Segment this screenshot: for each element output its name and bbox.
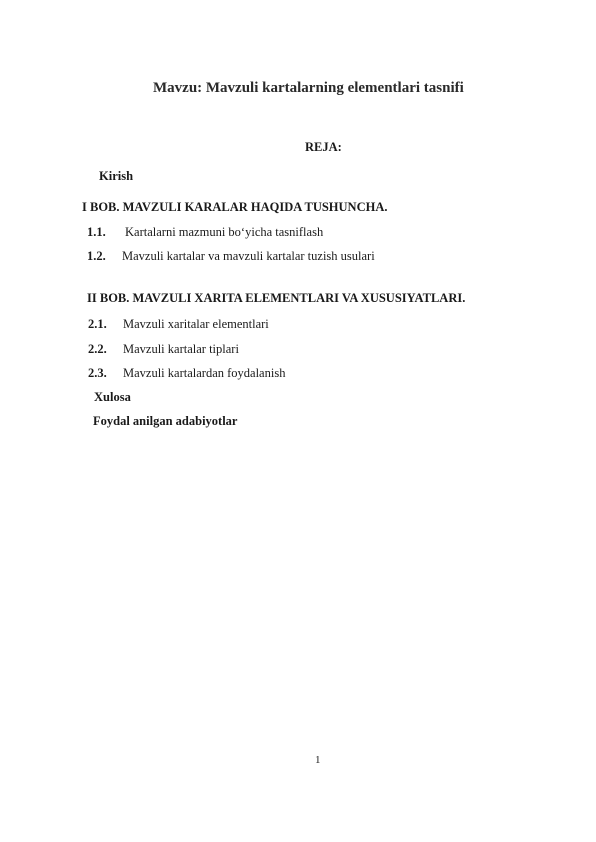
chapter2-heading: II BOB. MAVZULI XARITA ELEMENTLARI VA XUSUSIYATLARI. [87,291,466,305]
intro-entry: Kirish [99,169,134,183]
plan-heading: REJA: [305,140,342,154]
conclusion-entry: Xulosa [94,390,131,404]
chapter2-item-2-text: Mavzuli kartalar tiplari [123,342,239,356]
chapter1-item-2-text: Mavzuli kartalar va mavzuli kartalar tuzish usulari [122,249,375,263]
chapter2-item-2-number: 2.2. [88,342,107,356]
chapter2-item-1-text: Mavzuli xaritalar elementlari [123,317,269,331]
document-title: Mavzu: Mavzuli kartalarning elementlari tasnifi [153,80,464,96]
chapter2-item-1-number: 2.1. [88,317,107,331]
chapter1-item-2-number: 1.2. [87,249,106,263]
chapter1-item-1-text: Kartalarni mazmuni bo‘yicha tasniflash [125,225,324,239]
page-number: 1 [315,754,321,766]
chapter2-item-3-number: 2.3. [88,366,107,380]
chapter2-item-3-text: Mavzuli kartalardan foydalanish [123,366,286,380]
chapter1-item-1-number: 1.1. [87,225,106,239]
references-entry: Foydal anilgan adabiyotlar [93,414,238,428]
chapter1-heading: I BOB. MAVZULI KARALAR HAQIDA TUSHUNCHA. [82,200,388,214]
